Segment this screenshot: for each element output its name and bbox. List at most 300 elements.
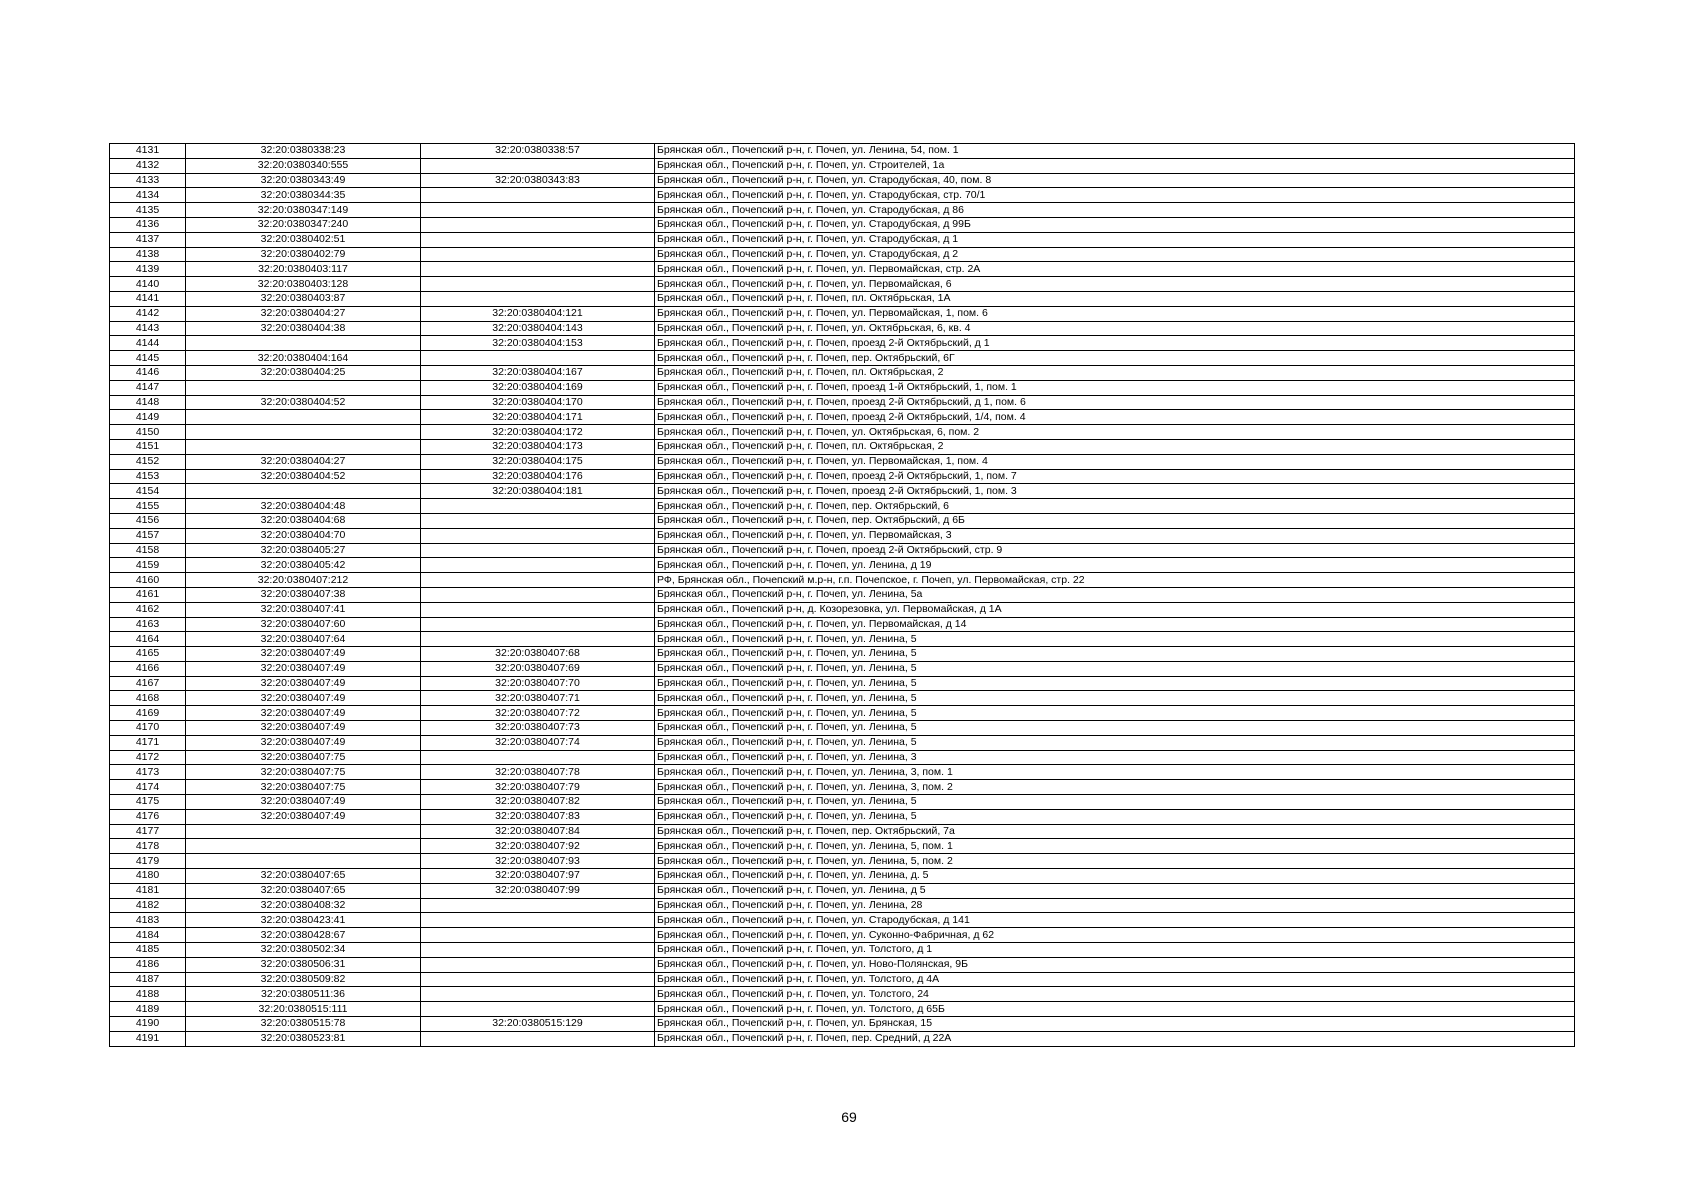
- row-number-cell: 4182: [110, 898, 186, 913]
- address-cell: Брянская обл., Почепский р-н, г. Почеп, пл. Октябрьская, 1А: [655, 291, 1575, 306]
- premises-cadastral-number-cell: [421, 602, 655, 617]
- table-row: [110, 987, 1575, 1002]
- cadastral-number-cell: 32:20:0380403:117: [186, 262, 421, 277]
- cadastral-number-cell: 32:20:0380403:128: [186, 277, 421, 292]
- premises-cadastral-number-cell: 32:20:0380404:143: [421, 321, 655, 336]
- row-number-cell: 4172: [110, 750, 186, 765]
- premises-cadastral-number-cell: [421, 247, 655, 262]
- cadastral-number-cell: 32:20:0380407:49: [186, 795, 421, 810]
- table-row: [110, 203, 1575, 218]
- cadastral-number-cell: 32:20:0380506:31: [186, 957, 421, 972]
- cadastral-number-cell: 32:20:0380343:49: [186, 173, 421, 188]
- table-row: [110, 928, 1575, 943]
- premises-cadastral-number-cell: [421, 543, 655, 558]
- premises-cadastral-number-cell: [421, 262, 655, 277]
- cadastral-number-cell: 32:20:0380340:555: [186, 158, 421, 173]
- premises-cadastral-number-cell: 32:20:0380407:79: [421, 780, 655, 795]
- cadastral-number-cell: 32:20:0380407:49: [186, 706, 421, 721]
- row-number-cell: 4131: [110, 144, 186, 159]
- premises-cadastral-number-cell: 32:20:0380407:71: [421, 691, 655, 706]
- cadastral-number-cell: 32:20:0380347:149: [186, 203, 421, 218]
- row-number-cell: 4171: [110, 735, 186, 750]
- row-number-cell: 4183: [110, 913, 186, 928]
- row-number-cell: 4157: [110, 528, 186, 543]
- premises-cadastral-number-cell: 32:20:0380407:73: [421, 721, 655, 736]
- address-cell: Брянская обл., Почепский р-н, г. Почеп, ул. Ленина, 3, пом. 1: [655, 765, 1575, 780]
- row-number-cell: 4168: [110, 691, 186, 706]
- address-cell: Брянская обл., Почепский р-н, г. Почеп, ул. Первомайская, д 14: [655, 617, 1575, 632]
- cadastral-number-cell: 32:20:0380407:49: [186, 661, 421, 676]
- premises-cadastral-number-cell: [421, 528, 655, 543]
- address-cell: Брянская обл., Почепский р-н, г. Почеп, ул. Первомайская, 6: [655, 277, 1575, 292]
- row-number-cell: 4155: [110, 499, 186, 514]
- address-cell: Брянская обл., Почепский р-н, г. Почеп, проезд 2-й Октябрьский, стр. 9: [655, 543, 1575, 558]
- table-row: [110, 217, 1575, 232]
- cadastral-number-cell: [186, 854, 421, 869]
- table-row: [110, 365, 1575, 380]
- row-number-cell: 4170: [110, 721, 186, 736]
- row-number-cell: 4180: [110, 869, 186, 884]
- row-number-cell: 4164: [110, 632, 186, 647]
- address-cell: Брянская обл., Почепский р-н, г. Почеп, ул. Ленина, 5: [655, 661, 1575, 676]
- cadastral-number-cell: 32:20:0380515:111: [186, 1002, 421, 1017]
- cadastral-number-cell: 32:20:0380347:240: [186, 217, 421, 232]
- table-row: [110, 647, 1575, 662]
- premises-cadastral-number-cell: [421, 188, 655, 203]
- row-number-cell: 4189: [110, 1002, 186, 1017]
- address-cell: Брянская обл., Почепский р-н, г. Почеп, ул. Стародубская, д 2: [655, 247, 1575, 262]
- row-number-cell: 4146: [110, 365, 186, 380]
- premises-cadastral-number-cell: 32:20:0380404:171: [421, 410, 655, 425]
- address-cell: Брянская обл., Почепский р-н, г. Почеп, ул. Октябрьская, 6, пом. 2: [655, 425, 1575, 440]
- row-number-cell: 4152: [110, 454, 186, 469]
- row-number-cell: 4175: [110, 795, 186, 810]
- cadastral-number-cell: 32:20:0380404:48: [186, 499, 421, 514]
- address-cell: Брянская обл., Почепский р-н, г. Почеп, ул. Ленина, 54, пом. 1: [655, 144, 1575, 159]
- table-row: [110, 306, 1575, 321]
- row-number-cell: 4153: [110, 469, 186, 484]
- cadastral-number-cell: 32:20:0380404:52: [186, 469, 421, 484]
- table-row: [110, 277, 1575, 292]
- cadastral-number-cell: [186, 410, 421, 425]
- cadastral-number-cell: 32:20:0380407:75: [186, 765, 421, 780]
- row-number-cell: 4144: [110, 336, 186, 351]
- table-row: [110, 765, 1575, 780]
- address-cell: Брянская обл., Почепский р-н, г. Почеп, ул. Ленина, д 5: [655, 883, 1575, 898]
- row-number-cell: 4161: [110, 587, 186, 602]
- premises-cadastral-number-cell: 32:20:0380407:83: [421, 809, 655, 824]
- table-row: [110, 484, 1575, 499]
- table-row: [110, 1017, 1575, 1032]
- cadastral-number-cell: 32:20:0380404:52: [186, 395, 421, 410]
- table-row: [110, 913, 1575, 928]
- cadastral-number-cell: 32:20:0380502:34: [186, 943, 421, 958]
- address-cell: Брянская обл., Почепский р-н, г. Почеп, пер. Октябрьский, 7а: [655, 824, 1575, 839]
- address-cell: Брянская обл., Почепский р-н, г. Почеп, ул. Первомайская, 1, пом. 4: [655, 454, 1575, 469]
- table-row: [110, 1031, 1575, 1046]
- premises-cadastral-number-cell: [421, 587, 655, 602]
- table-row: [110, 691, 1575, 706]
- cadastral-number-cell: 32:20:0380407:49: [186, 735, 421, 750]
- premises-cadastral-number-cell: 32:20:0380407:84: [421, 824, 655, 839]
- row-number-cell: 4190: [110, 1017, 186, 1032]
- premises-cadastral-number-cell: 32:20:0380407:82: [421, 795, 655, 810]
- cadastral-number-cell: 32:20:0380403:87: [186, 291, 421, 306]
- premises-cadastral-number-cell: 32:20:0380343:83: [421, 173, 655, 188]
- row-number-cell: 4173: [110, 765, 186, 780]
- table-row: [110, 188, 1575, 203]
- row-number-cell: 4187: [110, 972, 186, 987]
- premises-cadastral-number-cell: 32:20:0380404:167: [421, 365, 655, 380]
- table-row: [110, 824, 1575, 839]
- address-cell: Брянская обл., Почепский р-н, г. Почеп, ул. Ленина, 5: [655, 721, 1575, 736]
- row-number-cell: 4147: [110, 380, 186, 395]
- table-row: [110, 380, 1575, 395]
- address-cell: Брянская обл., Почепский р-н, г. Почеп, ул. Ленина, 5: [655, 809, 1575, 824]
- table-row: [110, 232, 1575, 247]
- cadastral-number-cell: 32:20:0380407:75: [186, 780, 421, 795]
- address-cell: Брянская обл., Почепский р-н, г. Почеп, ул. Стародубская, д 99Б: [655, 217, 1575, 232]
- cadastral-number-cell: [186, 484, 421, 499]
- row-number-cell: 4174: [110, 780, 186, 795]
- table-row: [110, 158, 1575, 173]
- address-cell: Брянская обл., Почепский р-н, г. Почеп, ул. Ново-Полянская, 9Б: [655, 957, 1575, 972]
- cadastral-number-cell: 32:20:0380407:65: [186, 883, 421, 898]
- table-row: [110, 854, 1575, 869]
- registry-table-body: [110, 144, 1575, 1047]
- premises-cadastral-number-cell: 32:20:0380404:175: [421, 454, 655, 469]
- cadastral-number-cell: 32:20:0380407:49: [186, 676, 421, 691]
- row-number-cell: 4156: [110, 513, 186, 528]
- cadastral-number-cell: [186, 425, 421, 440]
- row-number-cell: 4141: [110, 291, 186, 306]
- address-cell: Брянская обл., Почепский р-н, г. Почеп, ул. Ленина, д. 5: [655, 869, 1575, 884]
- address-cell: Брянская обл., Почепский р-н, г. Почеп, пер. Октябрьский, 6: [655, 499, 1575, 514]
- address-cell: Брянская обл., Почепский р-н, г. Почеп, ул. Ленина, 5: [655, 676, 1575, 691]
- cadastral-number-cell: 32:20:0380407:60: [186, 617, 421, 632]
- address-cell: Брянская обл., Почепский р-н, г. Почеп, ул. Первомайская, стр. 2А: [655, 262, 1575, 277]
- table-row: [110, 957, 1575, 972]
- premises-cadastral-number-cell: 32:20:0380404:172: [421, 425, 655, 440]
- row-number-cell: 4134: [110, 188, 186, 203]
- row-number-cell: 4184: [110, 928, 186, 943]
- table-row: [110, 291, 1575, 306]
- row-number-cell: 4142: [110, 306, 186, 321]
- cadastral-number-cell: 32:20:0380509:82: [186, 972, 421, 987]
- table-row: [110, 499, 1575, 514]
- address-cell: Брянская обл., Почепский р-н, г. Почеп, ул. Стародубская, д 86: [655, 203, 1575, 218]
- address-cell: Брянская обл., Почепский р-н, г. Почеп, ул. Первомайская, 3: [655, 528, 1575, 543]
- address-cell: Брянская обл., Почепский р-н, г. Почеп, проезд 1-й Октябрьский, 1, пом. 1: [655, 380, 1575, 395]
- cadastral-number-cell: 32:20:0380407:212: [186, 573, 421, 588]
- address-cell: Брянская обл., Почепский р-н, г. Почеп, ул. Стародубская, д 141: [655, 913, 1575, 928]
- address-cell: Брянская обл., Почепский р-н, г. Почеп, ул. Первомайская, 1, пом. 6: [655, 306, 1575, 321]
- cadastral-number-cell: 32:20:0380407:65: [186, 869, 421, 884]
- cadastral-number-cell: [186, 824, 421, 839]
- premises-cadastral-number-cell: 32:20:0380404:169: [421, 380, 655, 395]
- row-number-cell: 4133: [110, 173, 186, 188]
- row-number-cell: 4191: [110, 1031, 186, 1046]
- row-number-cell: 4150: [110, 425, 186, 440]
- premises-cadastral-number-cell: [421, 277, 655, 292]
- premises-cadastral-number-cell: 32:20:0380407:72: [421, 706, 655, 721]
- address-cell: Брянская обл., Почепский р-н, г. Почеп, ул. Стародубская, стр. 70/1: [655, 188, 1575, 203]
- address-cell: Брянская обл., Почепский р-н, г. Почеп, ул. Ленина, 5а: [655, 587, 1575, 602]
- cadastral-number-cell: 32:20:0380402:79: [186, 247, 421, 262]
- table-row: [110, 454, 1575, 469]
- row-number-cell: 4162: [110, 602, 186, 617]
- address-cell: Брянская обл., Почепский р-н, г. Почеп, ул. Ленина, 3, пом. 2: [655, 780, 1575, 795]
- table-row: [110, 869, 1575, 884]
- row-number-cell: 4177: [110, 824, 186, 839]
- premises-cadastral-number-cell: 32:20:0380407:93: [421, 854, 655, 869]
- cadastral-number-cell: 32:20:0380338:23: [186, 144, 421, 159]
- cadastral-number-cell: 32:20:0380344:35: [186, 188, 421, 203]
- table-row: [110, 706, 1575, 721]
- row-number-cell: 4169: [110, 706, 186, 721]
- page-number: 69: [841, 1109, 857, 1125]
- table-row: [110, 321, 1575, 336]
- registry-table-container: [109, 143, 1574, 1047]
- address-cell: Брянская обл., Почепский р-н, г. Почеп, проезд 2-й Октябрьский, 1/4, пом. 4: [655, 410, 1575, 425]
- cadastral-number-cell: 32:20:0380404:38: [186, 321, 421, 336]
- cadastral-number-cell: 32:20:0380515:78: [186, 1017, 421, 1032]
- table-row: [110, 543, 1575, 558]
- cadastral-number-cell: 32:20:0380404:164: [186, 351, 421, 366]
- address-cell: РФ, Брянская обл., Почепский м.р-н, г.п. Почепское, г. Почеп, ул. Первомайская, стр. 22: [655, 573, 1575, 588]
- address-cell: Брянская обл., Почепский р-н, г. Почеп, ул. Ленина, 5, пом. 1: [655, 839, 1575, 854]
- row-number-cell: 4179: [110, 854, 186, 869]
- address-cell: Брянская обл., Почепский р-н, г. Почеп, ул. Строителей, 1а: [655, 158, 1575, 173]
- premises-cadastral-number-cell: 32:20:0380338:57: [421, 144, 655, 159]
- address-cell: Брянская обл., Почепский р-н, г. Почеп, пер. Октябрьский, д 6Б: [655, 513, 1575, 528]
- table-row: [110, 617, 1575, 632]
- premises-cadastral-number-cell: [421, 217, 655, 232]
- table-row: [110, 351, 1575, 366]
- premises-cadastral-number-cell: [421, 972, 655, 987]
- cadastral-number-cell: 32:20:0380402:51: [186, 232, 421, 247]
- premises-cadastral-number-cell: [421, 928, 655, 943]
- table-row: [110, 513, 1575, 528]
- table-row: [110, 262, 1575, 277]
- premises-cadastral-number-cell: [421, 750, 655, 765]
- premises-cadastral-number-cell: [421, 513, 655, 528]
- cadastral-number-cell: 32:20:0380407:49: [186, 809, 421, 824]
- premises-cadastral-number-cell: [421, 351, 655, 366]
- premises-cadastral-number-cell: 32:20:0380404:181: [421, 484, 655, 499]
- cadastral-number-cell: 32:20:0380408:32: [186, 898, 421, 913]
- address-cell: Брянская обл., Почепский р-н, г. Почеп, ул. Толстого, д 4А: [655, 972, 1575, 987]
- address-cell: Брянская обл., Почепский р-н, г. Почеп, ул. Толстого, 24: [655, 987, 1575, 1002]
- address-cell: Брянская обл., Почепский р-н, д. Козорезовка, ул. Первомайская, д 1А: [655, 602, 1575, 617]
- row-number-cell: 4181: [110, 883, 186, 898]
- premises-cadastral-number-cell: [421, 558, 655, 573]
- premises-cadastral-number-cell: 32:20:0380407:74: [421, 735, 655, 750]
- row-number-cell: 4167: [110, 676, 186, 691]
- cadastral-number-cell: [186, 336, 421, 351]
- address-cell: Брянская обл., Почепский р-н, г. Почеп, ул. Ленина, 5: [655, 647, 1575, 662]
- cadastral-number-cell: 32:20:0380407:49: [186, 691, 421, 706]
- premises-cadastral-number-cell: 32:20:0380407:78: [421, 765, 655, 780]
- cadastral-number-cell: 32:20:0380523:81: [186, 1031, 421, 1046]
- cadastral-number-cell: 32:20:0380407:64: [186, 632, 421, 647]
- address-cell: Брянская обл., Почепский р-н, г. Почеп, ул. Ленина, д 19: [655, 558, 1575, 573]
- cadastral-number-cell: [186, 380, 421, 395]
- premises-cadastral-number-cell: 32:20:0380404:173: [421, 439, 655, 454]
- cadastral-number-cell: 32:20:0380407:49: [186, 647, 421, 662]
- table-row: [110, 425, 1575, 440]
- address-cell: Брянская обл., Почепский р-н, г. Почеп, ул. Ленина, 5: [655, 735, 1575, 750]
- table-row: [110, 632, 1575, 647]
- premises-cadastral-number-cell: [421, 499, 655, 514]
- row-number-cell: 4158: [110, 543, 186, 558]
- table-row: [110, 336, 1575, 351]
- address-cell: Брянская обл., Почепский р-н, г. Почеп, проезд 2-й Октябрьский, 1, пом. 7: [655, 469, 1575, 484]
- row-number-cell: 4178: [110, 839, 186, 854]
- table-row: [110, 528, 1575, 543]
- premises-cadastral-number-cell: [421, 1031, 655, 1046]
- row-number-cell: 4186: [110, 957, 186, 972]
- premises-cadastral-number-cell: [421, 913, 655, 928]
- table-row: [110, 735, 1575, 750]
- address-cell: Брянская обл., Почепский р-н, г. Почеп, ул. Толстого, д 1: [655, 943, 1575, 958]
- row-number-cell: 4132: [110, 158, 186, 173]
- table-row: [110, 469, 1575, 484]
- address-cell: Брянская обл., Почепский р-н, г. Почеп, проезд 2-й Октябрьский, 1, пом. 3: [655, 484, 1575, 499]
- address-cell: Брянская обл., Почепский р-н, г. Почеп, пер. Октябрьский, 6Г: [655, 351, 1575, 366]
- address-cell: Брянская обл., Почепский р-н, г. Почеп, проезд 2-й Октябрьский, д 1, пом. 6: [655, 395, 1575, 410]
- table-row: [110, 144, 1575, 159]
- table-row: [110, 883, 1575, 898]
- premises-cadastral-number-cell: 32:20:0380407:69: [421, 661, 655, 676]
- row-number-cell: 4166: [110, 661, 186, 676]
- table-row: [110, 247, 1575, 262]
- cadastral-number-cell: 32:20:0380423:41: [186, 913, 421, 928]
- premises-cadastral-number-cell: [421, 291, 655, 306]
- cadastral-number-cell: 32:20:0380404:70: [186, 528, 421, 543]
- premises-cadastral-number-cell: [421, 617, 655, 632]
- cadastral-number-cell: 32:20:0380405:27: [186, 543, 421, 558]
- table-row: [110, 676, 1575, 691]
- premises-cadastral-number-cell: 32:20:0380404:153: [421, 336, 655, 351]
- premises-cadastral-number-cell: [421, 1002, 655, 1017]
- premises-cadastral-number-cell: 32:20:0380515:129: [421, 1017, 655, 1032]
- address-cell: Брянская обл., Почепский р-н, г. Почеп, ул. Стародубская, 40, пом. 8: [655, 173, 1575, 188]
- row-number-cell: 4160: [110, 573, 186, 588]
- address-cell: Брянская обл., Почепский р-н, г. Почеп, ул. Стародубская, д 1: [655, 232, 1575, 247]
- cadastral-number-cell: 32:20:0380407:49: [186, 721, 421, 736]
- row-number-cell: 4149: [110, 410, 186, 425]
- row-number-cell: 4165: [110, 647, 186, 662]
- cadastral-number-cell: 32:20:0380404:25: [186, 365, 421, 380]
- table-row: [110, 558, 1575, 573]
- row-number-cell: 4135: [110, 203, 186, 218]
- cadastral-number-cell: 32:20:0380511:36: [186, 987, 421, 1002]
- address-cell: Брянская обл., Почепский р-н, г. Почеп, ул. Толстого, д 65Б: [655, 1002, 1575, 1017]
- premises-cadastral-number-cell: 32:20:0380404:176: [421, 469, 655, 484]
- table-row: [110, 795, 1575, 810]
- premises-cadastral-number-cell: 32:20:0380407:92: [421, 839, 655, 854]
- table-row: [110, 943, 1575, 958]
- premises-cadastral-number-cell: [421, 898, 655, 913]
- table-row: [110, 573, 1575, 588]
- row-number-cell: 4185: [110, 943, 186, 958]
- table-row: [110, 587, 1575, 602]
- premises-cadastral-number-cell: [421, 573, 655, 588]
- table-row: [110, 972, 1575, 987]
- address-cell: Брянская обл., Почепский р-н, г. Почеп, пер. Средний, д 22А: [655, 1031, 1575, 1046]
- premises-cadastral-number-cell: 32:20:0380407:68: [421, 647, 655, 662]
- cadastral-number-cell: [186, 439, 421, 454]
- premises-cadastral-number-cell: 32:20:0380407:97: [421, 869, 655, 884]
- row-number-cell: 4176: [110, 809, 186, 824]
- table-row: [110, 898, 1575, 913]
- row-number-cell: 4163: [110, 617, 186, 632]
- table-row: [110, 602, 1575, 617]
- address-cell: Брянская обл., Почепский р-н, г. Почеп, пл. Октябрьская, 2: [655, 439, 1575, 454]
- address-cell: Брянская обл., Почепский р-н, г. Почеп, проезд 2-й Октябрьский, д 1: [655, 336, 1575, 351]
- table-row: [110, 780, 1575, 795]
- cadastral-number-cell: 32:20:0380407:41: [186, 602, 421, 617]
- address-cell: Брянская обл., Почепский р-н, г. Почеп, ул. Ленина, 5: [655, 632, 1575, 647]
- premises-cadastral-number-cell: 32:20:0380407:99: [421, 883, 655, 898]
- cadastral-number-cell: 32:20:0380405:42: [186, 558, 421, 573]
- premises-cadastral-number-cell: [421, 632, 655, 647]
- row-number-cell: 4145: [110, 351, 186, 366]
- cadastral-number-cell: 32:20:0380407:75: [186, 750, 421, 765]
- cadastral-number-cell: 32:20:0380404:68: [186, 513, 421, 528]
- row-number-cell: 4159: [110, 558, 186, 573]
- table-row: [110, 839, 1575, 854]
- row-number-cell: 4136: [110, 217, 186, 232]
- address-cell: Брянская обл., Почепский р-н, г. Почеп, ул. Ленина, 5, пом. 2: [655, 854, 1575, 869]
- address-cell: Брянская обл., Почепский р-н, г. Почеп, ул. Ленина, 5: [655, 795, 1575, 810]
- address-cell: Брянская обл., Почепский р-н, г. Почеп, ул. Ленина, 5: [655, 706, 1575, 721]
- premises-cadastral-number-cell: [421, 957, 655, 972]
- row-number-cell: 4137: [110, 232, 186, 247]
- table-row: [110, 173, 1575, 188]
- address-cell: Брянская обл., Почепский р-н, г. Почеп, ул. Ленина, 5: [655, 691, 1575, 706]
- row-number-cell: 4140: [110, 277, 186, 292]
- row-number-cell: 4138: [110, 247, 186, 262]
- premises-cadastral-number-cell: 32:20:0380404:121: [421, 306, 655, 321]
- row-number-cell: 4148: [110, 395, 186, 410]
- premises-cadastral-number-cell: 32:20:0380407:70: [421, 676, 655, 691]
- row-number-cell: 4188: [110, 987, 186, 1002]
- table-row: [110, 809, 1575, 824]
- cadastral-number-cell: 32:20:0380428:67: [186, 928, 421, 943]
- row-number-cell: 4139: [110, 262, 186, 277]
- row-number-cell: 4143: [110, 321, 186, 336]
- row-number-cell: 4151: [110, 439, 186, 454]
- address-cell: Брянская обл., Почепский р-н, г. Почеп, ул. Октябрьская, 6, кв. 4: [655, 321, 1575, 336]
- cadastral-number-cell: 32:20:0380407:38: [186, 587, 421, 602]
- table-row: [110, 661, 1575, 676]
- address-cell: Брянская обл., Почепский р-н, г. Почеп, ул. Ленина, 3: [655, 750, 1575, 765]
- table-row: [110, 410, 1575, 425]
- table-row: [110, 1002, 1575, 1017]
- table-row: [110, 439, 1575, 454]
- premises-cadastral-number-cell: [421, 232, 655, 247]
- table-row: [110, 721, 1575, 736]
- row-number-cell: 4154: [110, 484, 186, 499]
- table-row: [110, 750, 1575, 765]
- registry-table: [109, 143, 1575, 1047]
- address-cell: Брянская обл., Почепский р-н, г. Почеп, ул. Ленина, 28: [655, 898, 1575, 913]
- address-cell: Брянская обл., Почепский р-н, г. Почеп, пл. Октябрьская, 2: [655, 365, 1575, 380]
- premises-cadastral-number-cell: [421, 943, 655, 958]
- cadastral-number-cell: 32:20:0380404:27: [186, 454, 421, 469]
